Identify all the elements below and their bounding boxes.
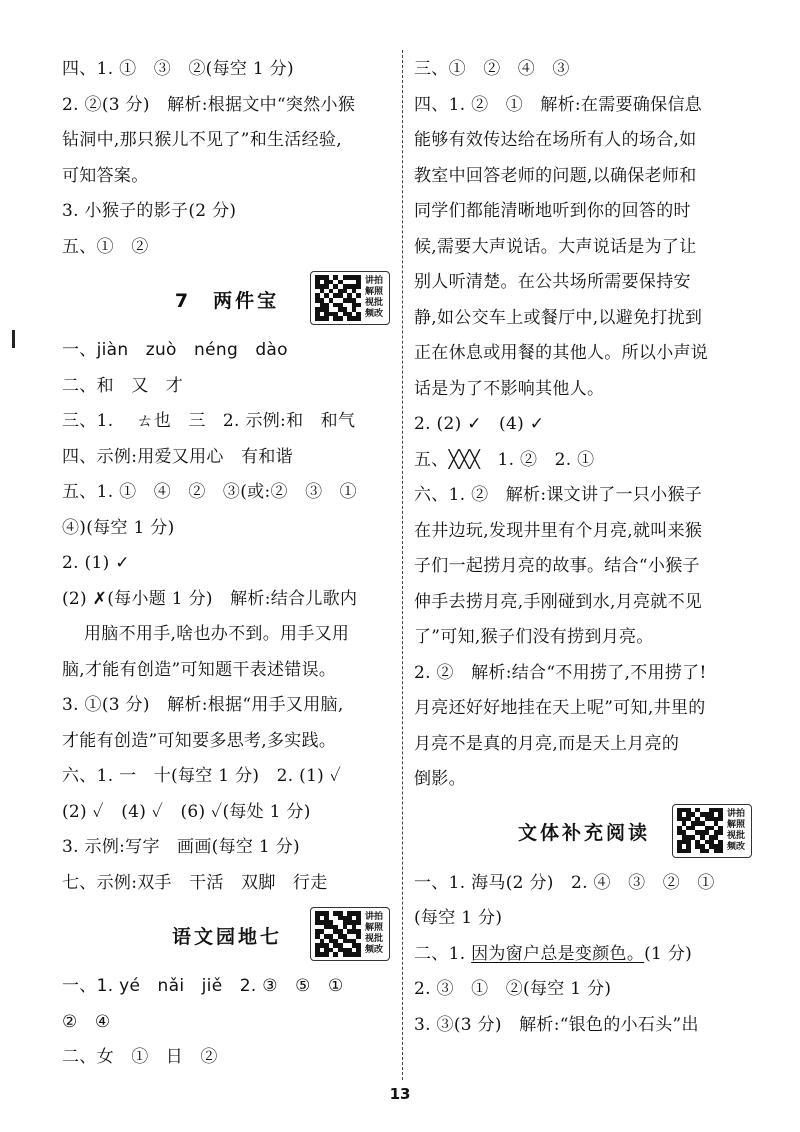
left-block-3 <box>62 969 392 1076</box>
answer-line: 可知答案。 <box>62 165 149 186</box>
qr-label: 讲拍解照视批频改 <box>364 912 383 955</box>
answer-line: 钻洞中,那只猴儿不见了”和生活经验, <box>62 130 342 150</box>
right-block-1 <box>414 52 754 798</box>
section-header-liangjianbao <box>62 265 392 333</box>
answer-line: 3. 小猴子的影子(2 分) <box>62 201 237 221</box>
answer-line: 二、女 ① 日 ② <box>62 1047 218 1067</box>
answer-line-underlined <box>414 937 754 973</box>
qr-label: 讲拍解照视批频改 <box>364 276 383 319</box>
answer-line: 3. ①(3 分) 解析:根据“用手又用脑, <box>62 695 344 715</box>
qr-code-badge[interactable] <box>672 804 752 858</box>
underlined-answer: 因为窗户总是变颜色。 <box>471 943 645 964</box>
answer-line: 五、1. ① ④ ② ③(或:② ③ ① <box>62 482 357 502</box>
margin-mark <box>12 330 15 348</box>
answer-line: 话是为了不影响其他人。 <box>414 378 605 399</box>
answer-line: 才能有创造”可知要多思考,多实践。 <box>62 730 337 751</box>
answer-line: 月亮还好好地挂在天上呢”可知,井里的 <box>414 698 706 718</box>
answer-line: 四、1. ① ③ ②(每空 1 分) <box>62 59 294 79</box>
answer-line: 2. ③ ① ②(每空 1 分) <box>414 979 612 999</box>
answer-line: 四、1. ② ① 解析:在需要确保信息 <box>414 94 703 115</box>
answer-line: 六、1. 一 十(每空 1 分) 2. (1) ✓ <box>62 766 342 786</box>
answer-line: 伸手去捞月亮,手刚碰到水,月亮就不见 <box>414 591 703 612</box>
answer-line: ② ④ <box>62 1011 111 1032</box>
answer-line: (每空 1 分) <box>414 908 503 928</box>
answer-line: 在井边玩,发现井里有个月亮,就叫来猴 <box>414 520 703 541</box>
section-title: 语文园地七 <box>171 925 282 948</box>
answer-line: 五、╳╳╳ 1. ② 2. ① <box>414 449 595 470</box>
page-number: 13 <box>389 1085 411 1103</box>
left-column <box>62 52 392 1076</box>
answer-line: 能够有效传达给在场所有人的场合,如 <box>414 130 697 150</box>
answer-line: 2. (2) ✓ (4) ✓ <box>414 414 545 434</box>
answer-line: 2. (1) ✓ <box>62 553 130 573</box>
right-block-2 <box>414 866 754 1044</box>
left-block-2 <box>62 333 392 901</box>
right-column <box>414 52 754 1043</box>
answer-line: 子们一起捞月亮的故事。结合“小猴子 <box>414 556 700 576</box>
qr-code-badge[interactable] <box>310 907 390 961</box>
answer-line: 三、① ② ④ ③ <box>414 59 570 79</box>
section-header-yuwenyuandi <box>62 901 392 969</box>
answer-line: 3. 示例:写字 画画(每空 1 分) <box>62 837 300 857</box>
answer-line: 脑,才能有创造”可知题干表述错误。 <box>62 659 337 680</box>
answer-line: 静,如公交车上或餐厅中,以避免打扰到 <box>414 307 703 328</box>
answer-line: 倒影。 <box>414 769 466 789</box>
answer-line: 用脑不用手,啥也办不到。用手又用 <box>84 624 350 644</box>
answer-line: 三、1. ㄊ也 三 2. 示例:和 和气 <box>62 411 356 431</box>
left-block-1 <box>62 52 392 265</box>
answer-line: 别人听清楚。在公共场所需要保持安 <box>414 272 691 292</box>
answer-line: 一、1. yé nǎi jiě 2. ③ ⑤ ① <box>62 976 344 996</box>
qr-code-icon <box>677 808 723 854</box>
line-prefix: 二、1. <box>414 943 472 964</box>
answer-line: 二、和 又 才 <box>62 375 184 396</box>
qr-code-icon <box>315 275 361 321</box>
answer-line: 3. ③(3 分) 解析:“银色的小石头”出 <box>414 1014 699 1035</box>
qr-code-badge[interactable] <box>310 271 390 325</box>
qr-label: 讲拍解照视批频改 <box>726 808 745 852</box>
section-header-wenti <box>414 798 754 866</box>
answer-line: 七、示例:双手 干活 双脚 行走 <box>62 872 328 893</box>
answer-line: 五、① ② <box>62 236 149 257</box>
answer-line: 月亮不是真的月亮,而是天上月亮的 <box>414 733 680 754</box>
answer-line: 四、示例:用爱又用心 有和谐 <box>62 446 293 467</box>
line-suffix: (1 分) <box>644 943 693 964</box>
answer-line: ④)(每空 1 分) <box>62 517 175 538</box>
column-divider <box>402 50 403 1080</box>
answer-line: 候,需要大声说话。大声说话是为了让 <box>414 236 697 257</box>
answer-line: (2) ✓ (4) ✓ (6) ✓(每处 1 分) <box>62 801 311 822</box>
answer-line: 一、1. 海马(2 分) 2. ④ ③ ② ① <box>414 872 715 893</box>
answer-line: 教室中回答老师的问题,以确保老师和 <box>414 165 697 186</box>
answer-line: 同学们都能清晰地听到你的回答的时 <box>414 201 691 221</box>
answer-line: 六、1. ② 解析:课文讲了一只小猴子 <box>414 485 703 505</box>
answer-line: (2) ✗(每小题 1 分) 解析:结合儿歌内 <box>62 588 358 609</box>
section-title: 7 两件宝 <box>174 289 280 312</box>
answer-line: 了”可知,猴子们没有捞到月亮。 <box>414 627 654 647</box>
qr-code-icon <box>315 911 361 957</box>
section-title: 文体补充阅读 <box>517 822 650 844</box>
answer-line: 2. ②(3 分) 解析:根据文中“突然小猴 <box>62 94 356 115</box>
answer-line: 一、jiàn zuò néng dào <box>62 340 288 360</box>
answer-line: 2. ② 解析:结合“不用捞了,不用捞了! <box>414 662 707 683</box>
answer-line: 正在休息或用餐的其他人。所以小声说 <box>414 343 709 363</box>
